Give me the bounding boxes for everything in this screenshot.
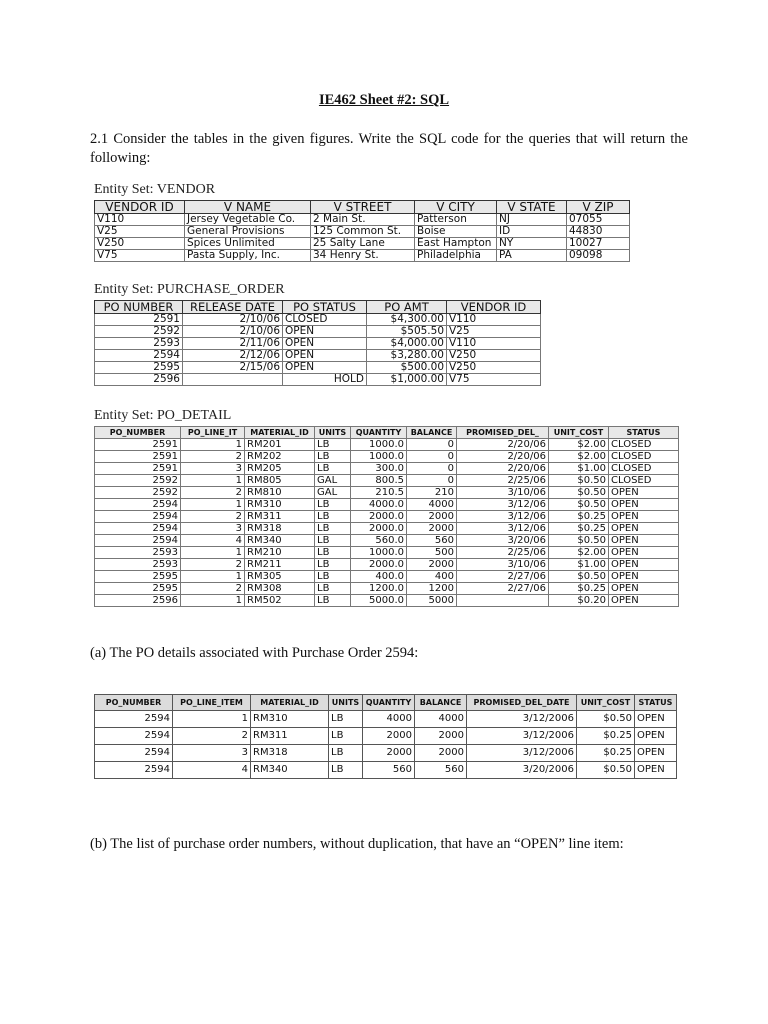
answer-col-header: PO_LINE_ITEM bbox=[173, 695, 251, 711]
table-row bbox=[95, 595, 679, 607]
table-row bbox=[95, 728, 677, 745]
table-cell: 2594 bbox=[95, 511, 181, 523]
table-cell: RM310 bbox=[251, 711, 329, 728]
table-cell: 4000 bbox=[407, 499, 457, 511]
table-cell: V25 bbox=[447, 326, 541, 338]
table-cell: 2591 bbox=[95, 451, 181, 463]
table-cell: 2000 bbox=[415, 728, 467, 745]
table-cell: $1,000.00 bbox=[367, 374, 447, 386]
table-cell: 2000 bbox=[407, 523, 457, 535]
table-cell: OPEN bbox=[609, 571, 679, 583]
table-cell: 2/27/06 bbox=[457, 583, 549, 595]
table-cell: 125 Common St. bbox=[311, 226, 415, 238]
table-cell: 0 bbox=[407, 463, 457, 475]
vendor-col-header: VENDOR ID bbox=[95, 201, 185, 214]
table-cell: OPEN bbox=[635, 745, 677, 762]
po-detail-col-header: BALANCE bbox=[407, 427, 457, 439]
table-cell: $0.25 bbox=[549, 523, 609, 535]
table-cell: 4 bbox=[173, 762, 251, 779]
table-row bbox=[95, 523, 679, 535]
table-cell: $0.50 bbox=[549, 571, 609, 583]
answer-col-header: UNITS bbox=[329, 695, 363, 711]
table-cell: 2594 bbox=[95, 728, 173, 745]
table-cell: GAL bbox=[315, 475, 351, 487]
table-cell: 3/12/2006 bbox=[467, 711, 577, 728]
po-detail-col-header: PO_NUMBER bbox=[95, 427, 181, 439]
table-cell: Pasta Supply, Inc. bbox=[185, 250, 311, 262]
table-cell: 2594 bbox=[95, 535, 181, 547]
vendor-table bbox=[94, 200, 630, 262]
table-cell: 3/12/2006 bbox=[467, 728, 577, 745]
table-cell: RM211 bbox=[245, 559, 315, 571]
table-cell: RM340 bbox=[245, 535, 315, 547]
table-cell: 560 bbox=[363, 762, 415, 779]
table-cell: RM202 bbox=[245, 451, 315, 463]
table-cell: 3/10/06 bbox=[457, 559, 549, 571]
table-cell: 1 bbox=[181, 595, 245, 607]
po-detail-col-header: UNITS bbox=[315, 427, 351, 439]
table-row bbox=[95, 559, 679, 571]
table-cell: OPEN bbox=[609, 583, 679, 595]
po-detail-header-row bbox=[95, 427, 679, 439]
table-cell: $4,300.00 bbox=[367, 314, 447, 326]
table-cell: 2000 bbox=[407, 511, 457, 523]
po-col-header: PO AMT bbox=[367, 301, 447, 314]
table-row bbox=[95, 547, 679, 559]
table-cell: RM340 bbox=[251, 762, 329, 779]
vendor-header-row bbox=[95, 201, 630, 214]
table-cell: CLOSED bbox=[609, 475, 679, 487]
table-cell: $0.50 bbox=[549, 499, 609, 511]
table-cell: OPEN bbox=[283, 326, 367, 338]
table-cell: 2592 bbox=[95, 487, 181, 499]
table-cell: 2595 bbox=[95, 571, 181, 583]
answer-col-header: QUANTITY bbox=[363, 695, 415, 711]
table-row bbox=[95, 214, 630, 226]
table-cell: 3/20/2006 bbox=[467, 762, 577, 779]
table-cell: 2593 bbox=[95, 338, 183, 350]
table-cell: V250 bbox=[447, 350, 541, 362]
intro-paragraph: 2.1 Consider the tables in the given figures. Write the SQL code for the queries that will return the following: bbox=[90, 131, 688, 166]
table-cell: ID bbox=[497, 226, 567, 238]
po-col-header: PO STATUS bbox=[283, 301, 367, 314]
table-cell: LB bbox=[315, 499, 351, 511]
table-cell: 2594 bbox=[95, 350, 183, 362]
table-cell: 2000.0 bbox=[351, 511, 407, 523]
po-detail-label: Entity Set: PO_DETAIL bbox=[94, 408, 232, 423]
table-cell: 2592 bbox=[95, 475, 181, 487]
table-cell: 4000.0 bbox=[351, 499, 407, 511]
table-cell: 2000 bbox=[363, 728, 415, 745]
table-cell: RM305 bbox=[245, 571, 315, 583]
table-row bbox=[95, 571, 679, 583]
table-cell: 2596 bbox=[95, 374, 183, 386]
table-cell: RM311 bbox=[251, 728, 329, 745]
table-cell: CLOSED bbox=[609, 463, 679, 475]
question-a: (a) The PO details associated with Purchase Order 2594: bbox=[90, 645, 419, 661]
table-cell: CLOSED bbox=[609, 451, 679, 463]
table-cell: Jersey Vegetable Co. bbox=[185, 214, 311, 226]
table-cell: $0.50 bbox=[549, 535, 609, 547]
table-cell: 2000.0 bbox=[351, 559, 407, 571]
table-cell: OPEN bbox=[283, 362, 367, 374]
table-cell: 1 bbox=[181, 499, 245, 511]
table-cell: LB bbox=[329, 728, 363, 745]
table-cell: 1 bbox=[181, 475, 245, 487]
table-cell: OPEN bbox=[609, 559, 679, 571]
table-cell: V110 bbox=[447, 314, 541, 326]
table-cell: $0.25 bbox=[577, 728, 635, 745]
table-cell: LB bbox=[315, 535, 351, 547]
table-cell: 400 bbox=[407, 571, 457, 583]
table-cell: 1 bbox=[181, 571, 245, 583]
table-cell: 2 bbox=[181, 511, 245, 523]
table-row bbox=[95, 326, 541, 338]
table-cell: 1200 bbox=[407, 583, 457, 595]
answer-col-header: PO_NUMBER bbox=[95, 695, 173, 711]
table-cell: LB bbox=[315, 511, 351, 523]
table-cell: 2596 bbox=[95, 595, 181, 607]
table-cell: 560 bbox=[407, 535, 457, 547]
table-cell: 300.0 bbox=[351, 463, 407, 475]
table-cell: $0.25 bbox=[549, 583, 609, 595]
table-cell: 3/20/06 bbox=[457, 535, 549, 547]
table-cell: 2/25/06 bbox=[457, 547, 549, 559]
table-cell: LB bbox=[315, 463, 351, 475]
table-cell: RM310 bbox=[245, 499, 315, 511]
table-cell: 5000.0 bbox=[351, 595, 407, 607]
table-row bbox=[95, 338, 541, 350]
table-cell: 3/12/06 bbox=[457, 523, 549, 535]
table-cell: V110 bbox=[95, 214, 185, 226]
table-cell: 2000 bbox=[415, 745, 467, 762]
table-row bbox=[95, 374, 541, 386]
table-cell: 3/10/06 bbox=[457, 487, 549, 499]
table-cell: LB bbox=[315, 547, 351, 559]
table-cell: RM810 bbox=[245, 487, 315, 499]
table-cell: 2595 bbox=[95, 583, 181, 595]
table-cell: 2595 bbox=[95, 362, 183, 374]
po-detail-col-header: PROMISED_DEL_ bbox=[457, 427, 549, 439]
table-row bbox=[95, 475, 679, 487]
table-row bbox=[95, 226, 630, 238]
table-cell: 07055 bbox=[567, 214, 630, 226]
table-cell: OPEN bbox=[609, 499, 679, 511]
table-cell: LB bbox=[315, 523, 351, 535]
table-cell: 500 bbox=[407, 547, 457, 559]
table-cell: 34 Henry St. bbox=[311, 250, 415, 262]
table-cell: LB bbox=[315, 571, 351, 583]
table-cell: RM205 bbox=[245, 463, 315, 475]
po-col-header: PO NUMBER bbox=[95, 301, 183, 314]
table-cell: 560.0 bbox=[351, 535, 407, 547]
table-row bbox=[95, 745, 677, 762]
table-row bbox=[95, 762, 677, 779]
table-cell: CLOSED bbox=[283, 314, 367, 326]
table-cell: OPEN bbox=[635, 762, 677, 779]
table-cell: NY bbox=[497, 238, 567, 250]
answer-col-header: MATERIAL_ID bbox=[251, 695, 329, 711]
table-cell: $0.50 bbox=[549, 475, 609, 487]
table-cell: 2/20/06 bbox=[457, 451, 549, 463]
table-cell bbox=[457, 595, 549, 607]
purchase-order-label: Entity Set: PURCHASE_ORDER bbox=[94, 282, 285, 297]
table-cell: 3/12/06 bbox=[457, 511, 549, 523]
table-cell: General Provisions bbox=[185, 226, 311, 238]
table-cell: 1 bbox=[181, 439, 245, 451]
table-cell: 1000.0 bbox=[351, 439, 407, 451]
table-cell: HOLD bbox=[283, 374, 367, 386]
table-row bbox=[95, 487, 679, 499]
table-row bbox=[95, 362, 541, 374]
table-cell: 2592 bbox=[95, 326, 183, 338]
table-cell: $0.50 bbox=[577, 711, 635, 728]
table-cell: Spices Unlimited bbox=[185, 238, 311, 250]
table-cell: 44830 bbox=[567, 226, 630, 238]
table-cell: $0.25 bbox=[549, 511, 609, 523]
table-cell: RM311 bbox=[245, 511, 315, 523]
answer-col-header: BALANCE bbox=[415, 695, 467, 711]
table-cell: 3 bbox=[181, 523, 245, 535]
vendor-col-header: V CITY bbox=[415, 201, 497, 214]
table-cell: CLOSED bbox=[609, 439, 679, 451]
table-cell: PA bbox=[497, 250, 567, 262]
table-cell: 2/11/06 bbox=[183, 338, 283, 350]
po-detail-col-header: STATUS bbox=[609, 427, 679, 439]
po-detail-col-header: MATERIAL_ID bbox=[245, 427, 315, 439]
table-cell: LB bbox=[315, 439, 351, 451]
table-cell: 1200.0 bbox=[351, 583, 407, 595]
table-cell: OPEN bbox=[609, 547, 679, 559]
table-cell: GAL bbox=[315, 487, 351, 499]
table-cell: 2 bbox=[181, 559, 245, 571]
table-cell: RM318 bbox=[245, 523, 315, 535]
table-cell: RM308 bbox=[245, 583, 315, 595]
table-cell: East Hampton bbox=[415, 238, 497, 250]
vendor-label: Entity Set: VENDOR bbox=[94, 182, 216, 197]
table-cell: 25 Salty Lane bbox=[311, 238, 415, 250]
table-cell: 2/10/06 bbox=[183, 314, 283, 326]
table-cell: 210 bbox=[407, 487, 457, 499]
table-cell: RM201 bbox=[245, 439, 315, 451]
vendor-col-header: V STREET bbox=[311, 201, 415, 214]
table-cell: $1.00 bbox=[549, 463, 609, 475]
table-cell: 0 bbox=[407, 451, 457, 463]
table-cell: $0.25 bbox=[577, 745, 635, 762]
table-cell: LB bbox=[329, 745, 363, 762]
table-row bbox=[95, 535, 679, 547]
answer-a-table bbox=[94, 694, 677, 779]
table-cell: 1 bbox=[173, 711, 251, 728]
table-cell: RM502 bbox=[245, 595, 315, 607]
table-cell: 5000 bbox=[407, 595, 457, 607]
table-row bbox=[95, 439, 679, 451]
table-cell: 2 bbox=[181, 583, 245, 595]
table-cell: 210.5 bbox=[351, 487, 407, 499]
table-row bbox=[95, 463, 679, 475]
table-cell: 2 bbox=[181, 451, 245, 463]
table-cell: 2000 bbox=[407, 559, 457, 571]
table-cell: 0 bbox=[407, 439, 457, 451]
table-cell: $2.00 bbox=[549, 439, 609, 451]
table-cell: 560 bbox=[415, 762, 467, 779]
po-detail-col-header: QUANTITY bbox=[351, 427, 407, 439]
answer-col-header: STATUS bbox=[635, 695, 677, 711]
po-detail-col-header: PO_LINE_IT bbox=[181, 427, 245, 439]
table-cell: OPEN bbox=[609, 595, 679, 607]
table-row bbox=[95, 314, 541, 326]
answer-col-header: UNIT_COST bbox=[577, 695, 635, 711]
table-cell: V75 bbox=[447, 374, 541, 386]
table-row bbox=[95, 583, 679, 595]
table-cell: $2.00 bbox=[549, 451, 609, 463]
table-cell: RM805 bbox=[245, 475, 315, 487]
table-row bbox=[95, 451, 679, 463]
table-cell: V25 bbox=[95, 226, 185, 238]
table-cell: 2 bbox=[173, 728, 251, 745]
table-cell: 2594 bbox=[95, 499, 181, 511]
table-cell: 400.0 bbox=[351, 571, 407, 583]
table-cell bbox=[183, 374, 283, 386]
table-row bbox=[95, 499, 679, 511]
po-col-header: VENDOR ID bbox=[447, 301, 541, 314]
table-cell: 2594 bbox=[95, 745, 173, 762]
table-cell: 3/12/06 bbox=[457, 499, 549, 511]
table-cell: 3 bbox=[181, 463, 245, 475]
po-detail-table bbox=[94, 426, 679, 607]
table-cell: 1 bbox=[181, 547, 245, 559]
table-cell: 2/20/06 bbox=[457, 463, 549, 475]
vendor-col-header: V ZIP bbox=[567, 201, 630, 214]
table-cell: LB bbox=[315, 583, 351, 595]
table-cell: OPEN bbox=[283, 338, 367, 350]
table-cell: 0 bbox=[407, 475, 457, 487]
table-cell: $2.00 bbox=[549, 547, 609, 559]
table-cell: 2594 bbox=[95, 711, 173, 728]
table-cell: $0.50 bbox=[577, 762, 635, 779]
table-cell: $3,280.00 bbox=[367, 350, 447, 362]
table-row bbox=[95, 350, 541, 362]
table-cell: 2/15/06 bbox=[183, 362, 283, 374]
table-row bbox=[95, 511, 679, 523]
table-cell: 2591 bbox=[95, 314, 183, 326]
table-cell: OPEN bbox=[635, 728, 677, 745]
table-row bbox=[95, 711, 677, 728]
table-cell: $4,000.00 bbox=[367, 338, 447, 350]
table-cell: 2593 bbox=[95, 547, 181, 559]
question-b: (b) The list of purchase order numbers, without duplication, that have an “OPEN” line item: bbox=[90, 836, 624, 852]
table-cell: V110 bbox=[447, 338, 541, 350]
table-cell: 2 Main St. bbox=[311, 214, 415, 226]
table-cell: 2000 bbox=[363, 745, 415, 762]
table-cell: 1000.0 bbox=[351, 451, 407, 463]
table-cell: $0.20 bbox=[549, 595, 609, 607]
table-cell: LB bbox=[315, 451, 351, 463]
table-cell: 800.5 bbox=[351, 475, 407, 487]
table-cell: 1000.0 bbox=[351, 547, 407, 559]
po-header-row bbox=[95, 301, 541, 314]
table-cell: LB bbox=[329, 711, 363, 728]
table-cell: 2/25/06 bbox=[457, 475, 549, 487]
table-cell: 2591 bbox=[95, 439, 181, 451]
table-cell: V250 bbox=[95, 238, 185, 250]
table-cell: OPEN bbox=[609, 487, 679, 499]
table-cell: V75 bbox=[95, 250, 185, 262]
table-cell: Philadelphia bbox=[415, 250, 497, 262]
table-cell: 2000.0 bbox=[351, 523, 407, 535]
table-cell: RM318 bbox=[251, 745, 329, 762]
table-cell: NJ bbox=[497, 214, 567, 226]
table-cell: OPEN bbox=[635, 711, 677, 728]
table-cell: 4000 bbox=[363, 711, 415, 728]
sheet-title: IE462 Sheet #2: SQL bbox=[318, 92, 450, 108]
table-row bbox=[95, 250, 630, 262]
table-cell: 3 bbox=[173, 745, 251, 762]
table-cell: 3/12/2006 bbox=[467, 745, 577, 762]
table-cell: LB bbox=[315, 595, 351, 607]
purchase-order-table bbox=[94, 300, 541, 386]
table-cell: OPEN bbox=[609, 511, 679, 523]
table-cell: LB bbox=[315, 559, 351, 571]
table-cell: OPEN bbox=[609, 535, 679, 547]
table-cell: 2/20/06 bbox=[457, 439, 549, 451]
table-cell: 2593 bbox=[95, 559, 181, 571]
table-cell: 09098 bbox=[567, 250, 630, 262]
table-cell: 2/10/06 bbox=[183, 326, 283, 338]
vendor-col-header: V STATE bbox=[497, 201, 567, 214]
answer-header-row bbox=[95, 695, 677, 711]
table-cell: 2 bbox=[181, 487, 245, 499]
table-cell: 2594 bbox=[95, 762, 173, 779]
table-cell: $0.50 bbox=[549, 487, 609, 499]
table-cell: $500.00 bbox=[367, 362, 447, 374]
table-cell: RM210 bbox=[245, 547, 315, 559]
table-cell: 2591 bbox=[95, 463, 181, 475]
table-cell: LB bbox=[329, 762, 363, 779]
table-cell: OPEN bbox=[609, 523, 679, 535]
table-cell: Boise bbox=[415, 226, 497, 238]
po-detail-col-header: UNIT_COST bbox=[549, 427, 609, 439]
table-cell: V250 bbox=[447, 362, 541, 374]
table-cell: 2/27/06 bbox=[457, 571, 549, 583]
table-cell: 4 bbox=[181, 535, 245, 547]
answer-col-header: PROMISED_DEL_DATE bbox=[467, 695, 577, 711]
po-col-header: RELEASE DATE bbox=[183, 301, 283, 314]
table-cell: 4000 bbox=[415, 711, 467, 728]
table-cell: 2594 bbox=[95, 523, 181, 535]
table-cell: OPEN bbox=[283, 350, 367, 362]
table-cell: 2/12/06 bbox=[183, 350, 283, 362]
table-cell: $1.00 bbox=[549, 559, 609, 571]
vendor-col-header: V NAME bbox=[185, 201, 311, 214]
table-cell: 10027 bbox=[567, 238, 630, 250]
table-cell: Patterson bbox=[415, 214, 497, 226]
table-row bbox=[95, 238, 630, 250]
table-cell: $505.50 bbox=[367, 326, 447, 338]
